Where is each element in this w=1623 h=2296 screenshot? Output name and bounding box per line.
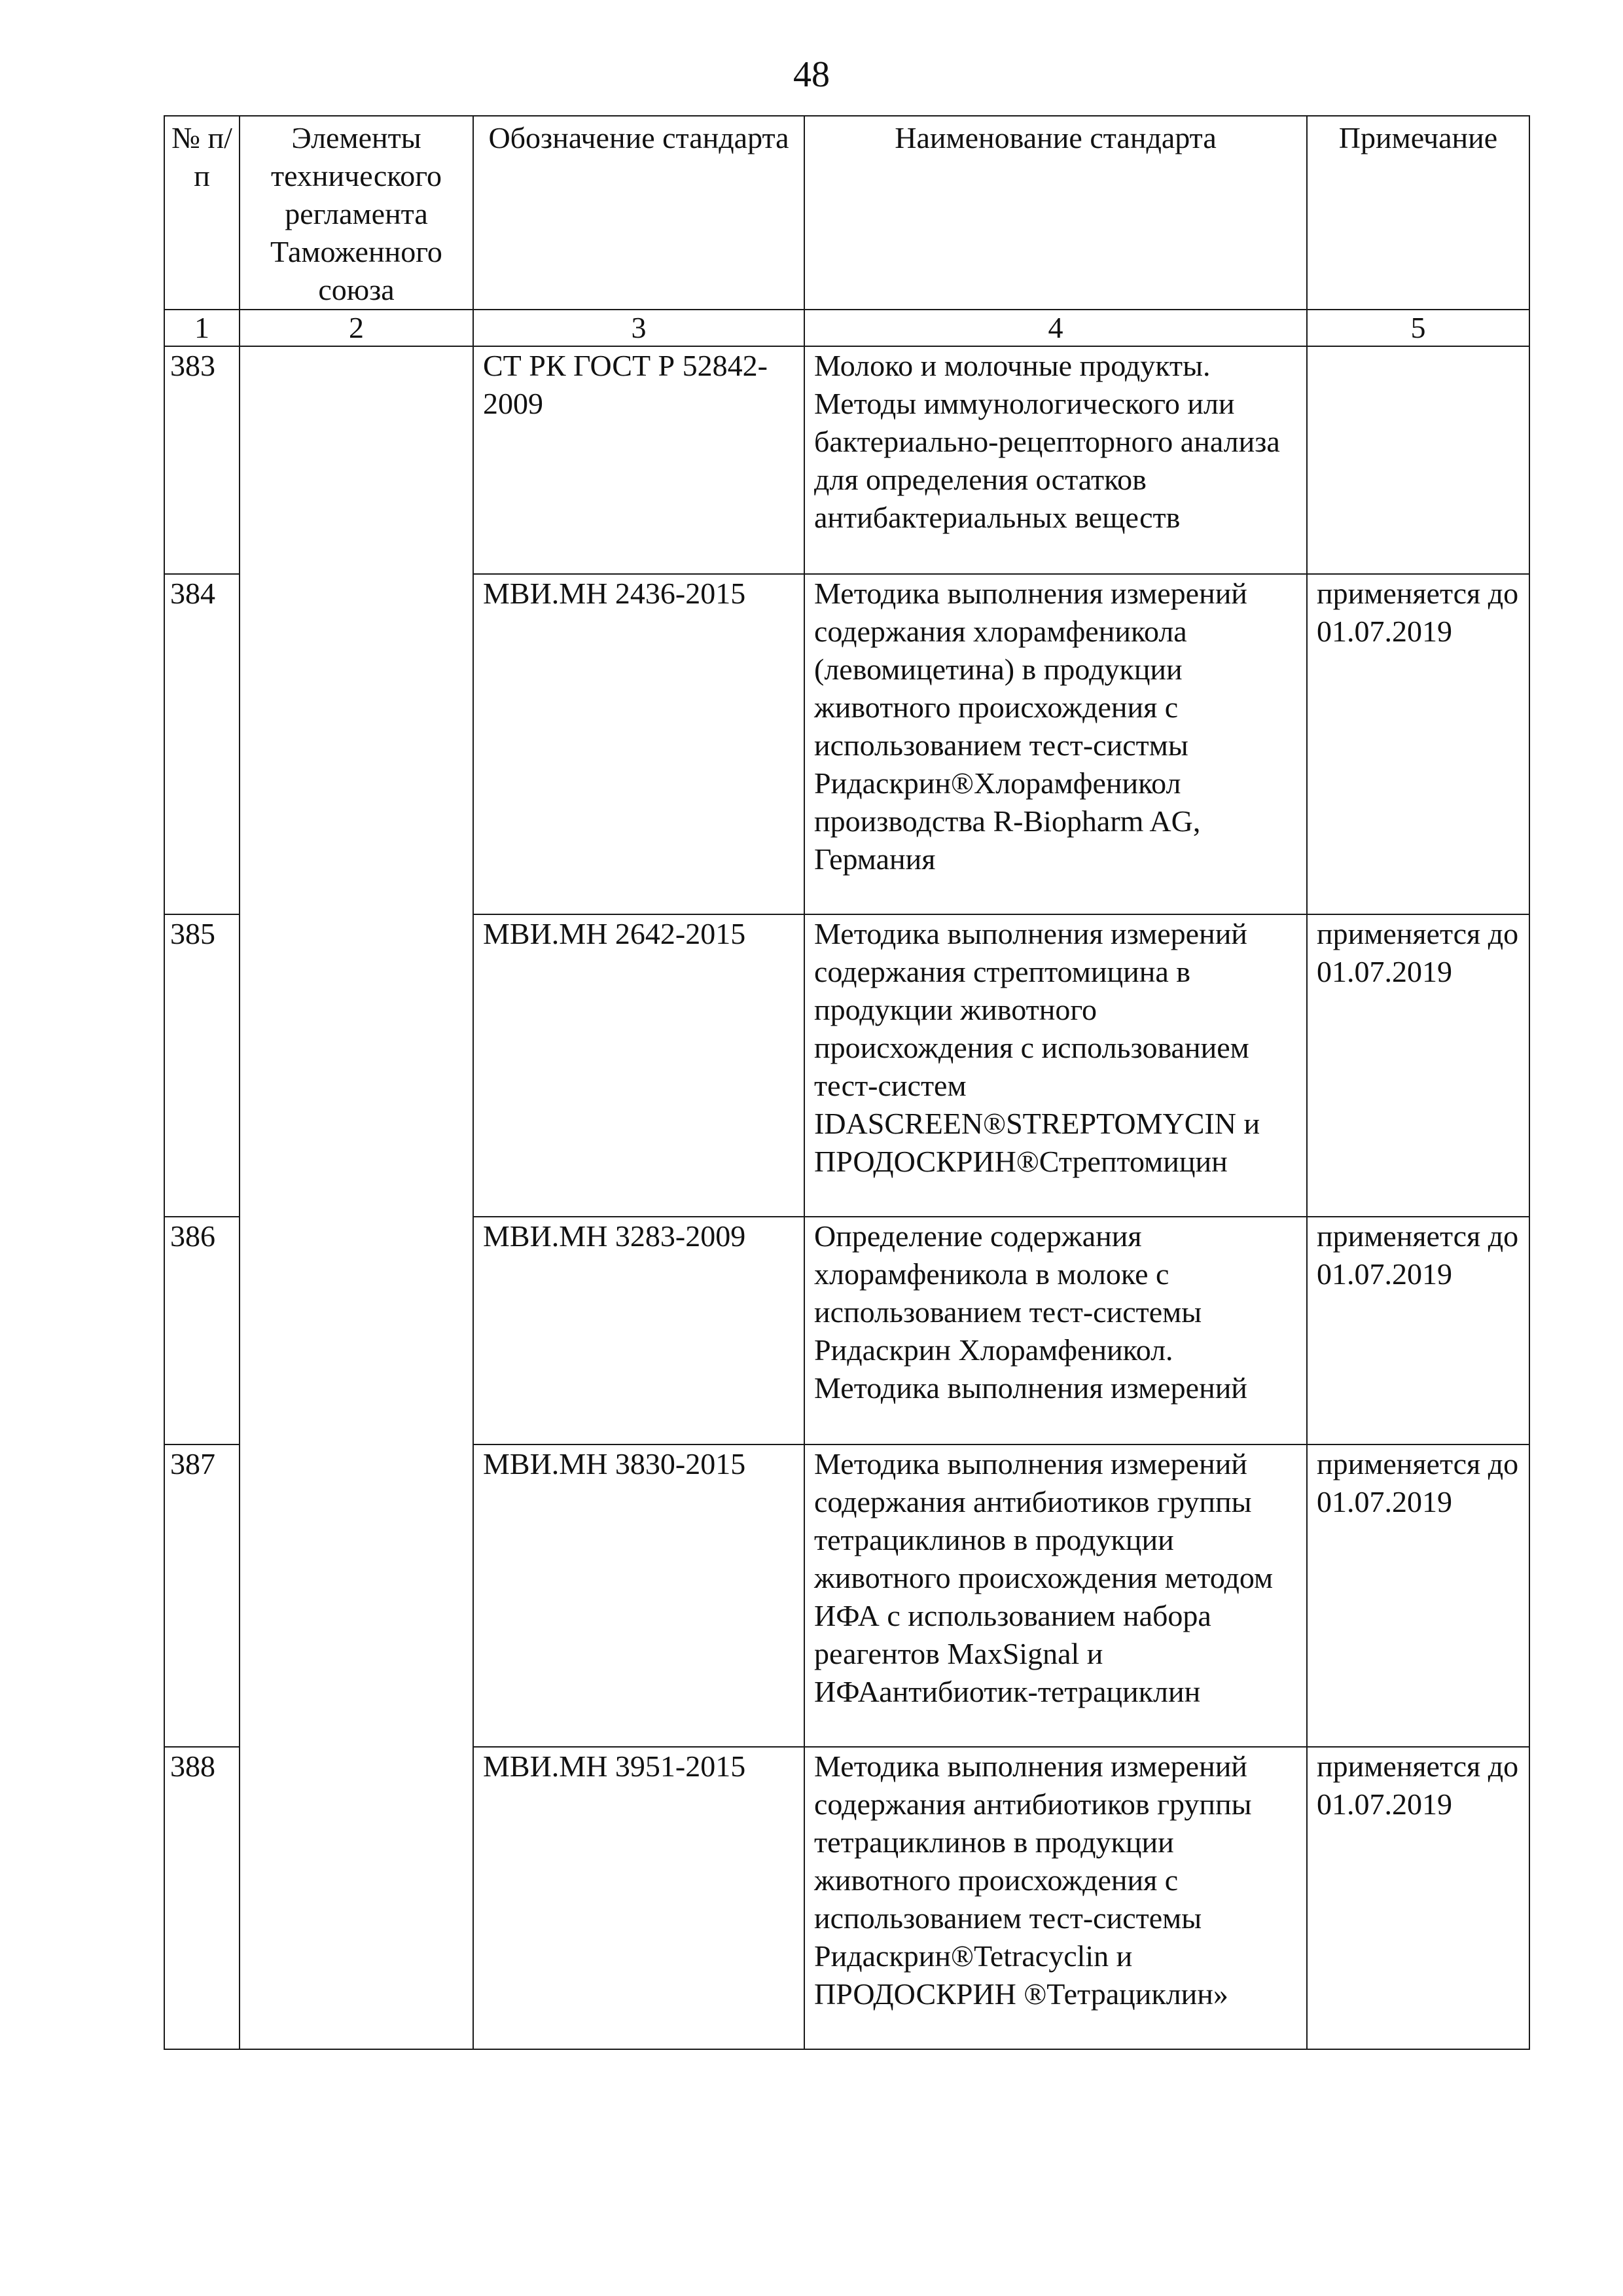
row-number: 385 [164,914,240,1217]
standard-designation: МВИ.МН 2642-2015 [473,914,804,1217]
table-header-row [164,116,1529,310]
row-number: 383 [164,346,240,574]
standard-name: Методика выполнения измерений содержания антибиотиков группы тетрациклинов в продукции животного происхождения с использованием тест-системы Ридаскрин®Tetracyclin и ПРОДОСКРИН ®Тетрациклин» [804,1747,1307,2049]
regulation-element-cell [240,346,473,2049]
row-number: 386 [164,1217,240,1444]
table-row [164,346,1529,574]
column-index: 3 [473,310,804,346]
standard-designation: МВИ.МН 3283-2009 [473,1217,804,1444]
standard-note: применяется до 01.07.2019 [1307,1747,1529,2049]
standard-designation: МВИ.МН 2436-2015 [473,574,804,914]
standard-note: применяется до 01.07.2019 [1307,1444,1529,1747]
header-note: Примечание [1307,116,1529,310]
column-index: 2 [240,310,473,346]
standard-designation: СТ РК ГОСТ Р 52842-2009 [473,346,804,574]
row-number: 387 [164,1444,240,1747]
standard-designation: МВИ.МН 3830-2015 [473,1444,804,1747]
row-number: 384 [164,574,240,914]
standard-note [1307,346,1529,574]
standard-note: применяется до 01.07.2019 [1307,914,1529,1217]
column-index: 5 [1307,310,1529,346]
column-index: 4 [804,310,1307,346]
header-elements: Элементы технического регламента Таможенного союза [240,116,473,310]
standard-name: Методика выполнения измерений содержания хлорамфеникола (левомицетина) в продукции животного происхождения с использованием тест-систмы Ридаскрин®Хлорамфеникол производства R-Biopharm AG, Германия [804,574,1307,914]
standard-note: применяется до 01.07.2019 [1307,574,1529,914]
page-number: 48 [793,54,830,95]
standards-table [164,115,1530,2050]
header-number: № п/п [164,116,240,310]
standard-note: применяется до 01.07.2019 [1307,1217,1529,1444]
standard-designation: МВИ.МН 3951-2015 [473,1747,804,2049]
column-index: 1 [164,310,240,346]
row-number: 388 [164,1747,240,2049]
standard-name: Молоко и молочные продукты. Методы иммунологического или бактериально-рецепторного анализа для определения остатков антибактериальных веществ [804,346,1307,574]
standard-name: Методика выполнения измерений содержания антибиотиков группы тетрациклинов в продукции животного происхождения методом ИФА с использованием набора реагентов MaxSignal и ИФАантибиотик-тетрациклин [804,1444,1307,1747]
standard-name: Методика выполнения измерений содержания стрептомицина в продукции животного происхождения с использованием тест-систем IDASCREEN®STREPTOMYCIN и ПРОДОСКРИН®Стрептомицин [804,914,1307,1217]
table-index-row [164,310,1529,346]
header-designation: Обозначение стандарта [473,116,804,310]
header-standard-name: Наименование стандарта [804,116,1307,310]
standard-name: Определение содержания хлорамфеникола в молоке с использованием тест-системы Ридаскрин Хлорамфеникол. Методика выполнения измерений [804,1217,1307,1444]
